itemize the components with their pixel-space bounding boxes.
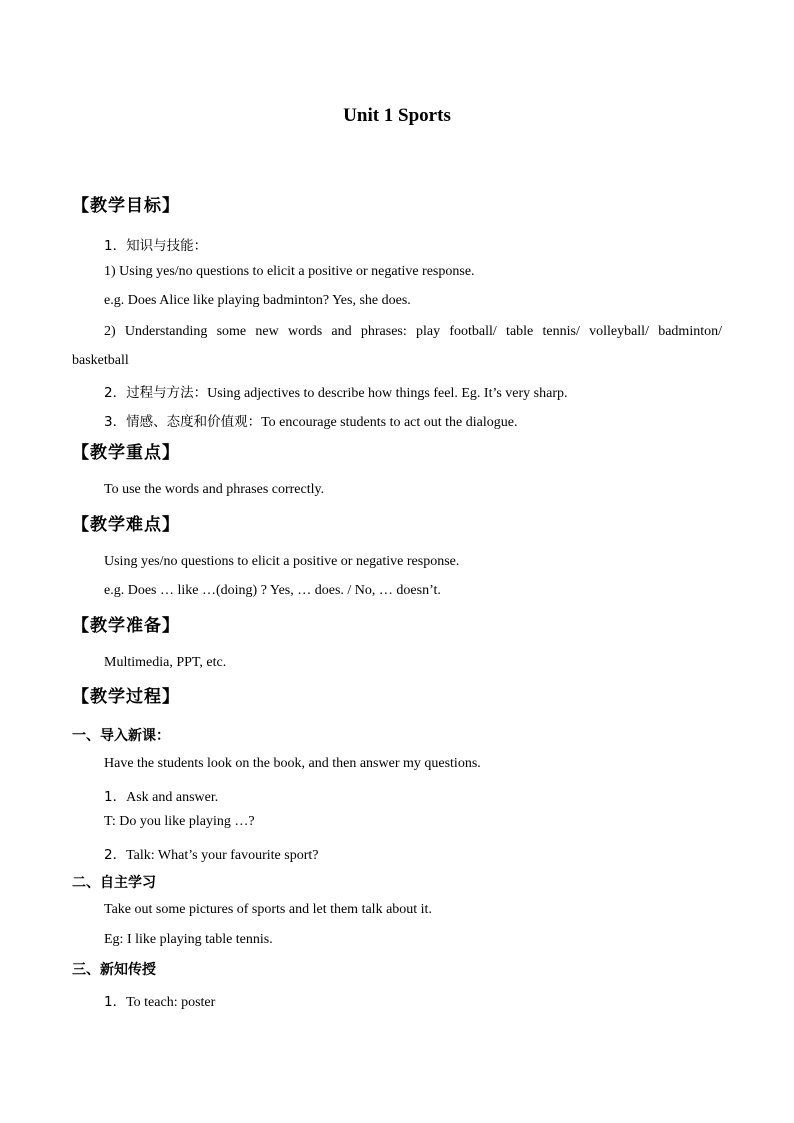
objective-line-1: 1) Using yes/no questions to elicit a positive or negative response.	[104, 264, 475, 279]
process-method-line	[104, 381, 568, 402]
process-part1-line-4	[104, 843, 318, 864]
difficulties-line-1: Using yes/no questions to elicit a positive or negative response.	[104, 554, 460, 569]
heading-objectives: 【教学目标】	[72, 196, 180, 216]
process-part2-heading: 二、自主学习	[72, 875, 156, 891]
key-points-text: To use the words and phrases correctly.	[104, 482, 325, 497]
process-part1-line-3: T: Do you like playing …?	[104, 814, 255, 829]
process-part3-line-1	[104, 990, 215, 1011]
objective-line-3: 2) Understanding some new words and phrases: play football/ table tennis/ volleyball/ badminton/ basketball	[72, 324, 722, 368]
objective-line-2: e.g. Does Alice like playing badminton? Yes, she does.	[104, 293, 411, 308]
heading-key-points: 【教学重点】	[72, 443, 180, 463]
process-part2-line-1: Take out some pictures of sports and let them talk about it.	[104, 902, 432, 917]
heading-preparation: 【教学准备】	[72, 616, 180, 636]
emotion-line	[104, 410, 517, 431]
preparation-text: Multimedia, PPT, etc.	[104, 655, 227, 670]
process-part1-line-2	[104, 785, 218, 806]
process-part3-line-1-number: 1．	[104, 994, 127, 1010]
difficulties-line-2: e.g. Does … like …(doing) ? Yes, … does. / No, … doesn’t.	[104, 583, 441, 598]
process-part1-line-1: Have the students look on the book, and then answer my questions.	[104, 756, 481, 771]
process-method-text: Using adjectives to describe how things feel. Eg. It’s very sharp.	[207, 386, 568, 401]
process-part2-line-2: Eg: I like playing table tennis.	[104, 932, 273, 947]
process-part1-line-4-number: 2．	[104, 847, 127, 863]
process-part1-line-2-number: 1．	[104, 789, 127, 805]
process-part1-line-2-text: Ask and answer.	[126, 790, 219, 805]
knowledge-label: 1．知识与技能：	[104, 238, 208, 254]
emotion-label: 3．情感、态度和价值观：	[104, 414, 262, 430]
process-part3-line-1-text: To teach: poster	[126, 995, 216, 1010]
heading-difficulties: 【教学难点】	[72, 515, 180, 535]
process-part1-heading: 一、导入新课：	[72, 728, 170, 744]
emotion-text: To encourage students to act out the dialogue.	[261, 415, 518, 430]
heading-process: 【教学过程】	[72, 687, 180, 707]
document-title: Unit 1 Sports	[343, 105, 451, 126]
process-method-label: 2．过程与方法：	[104, 385, 208, 401]
process-part1-line-4-text: Talk: What’s your favourite sport?	[126, 848, 319, 863]
process-part3-heading: 三、新知传授	[72, 962, 156, 978]
